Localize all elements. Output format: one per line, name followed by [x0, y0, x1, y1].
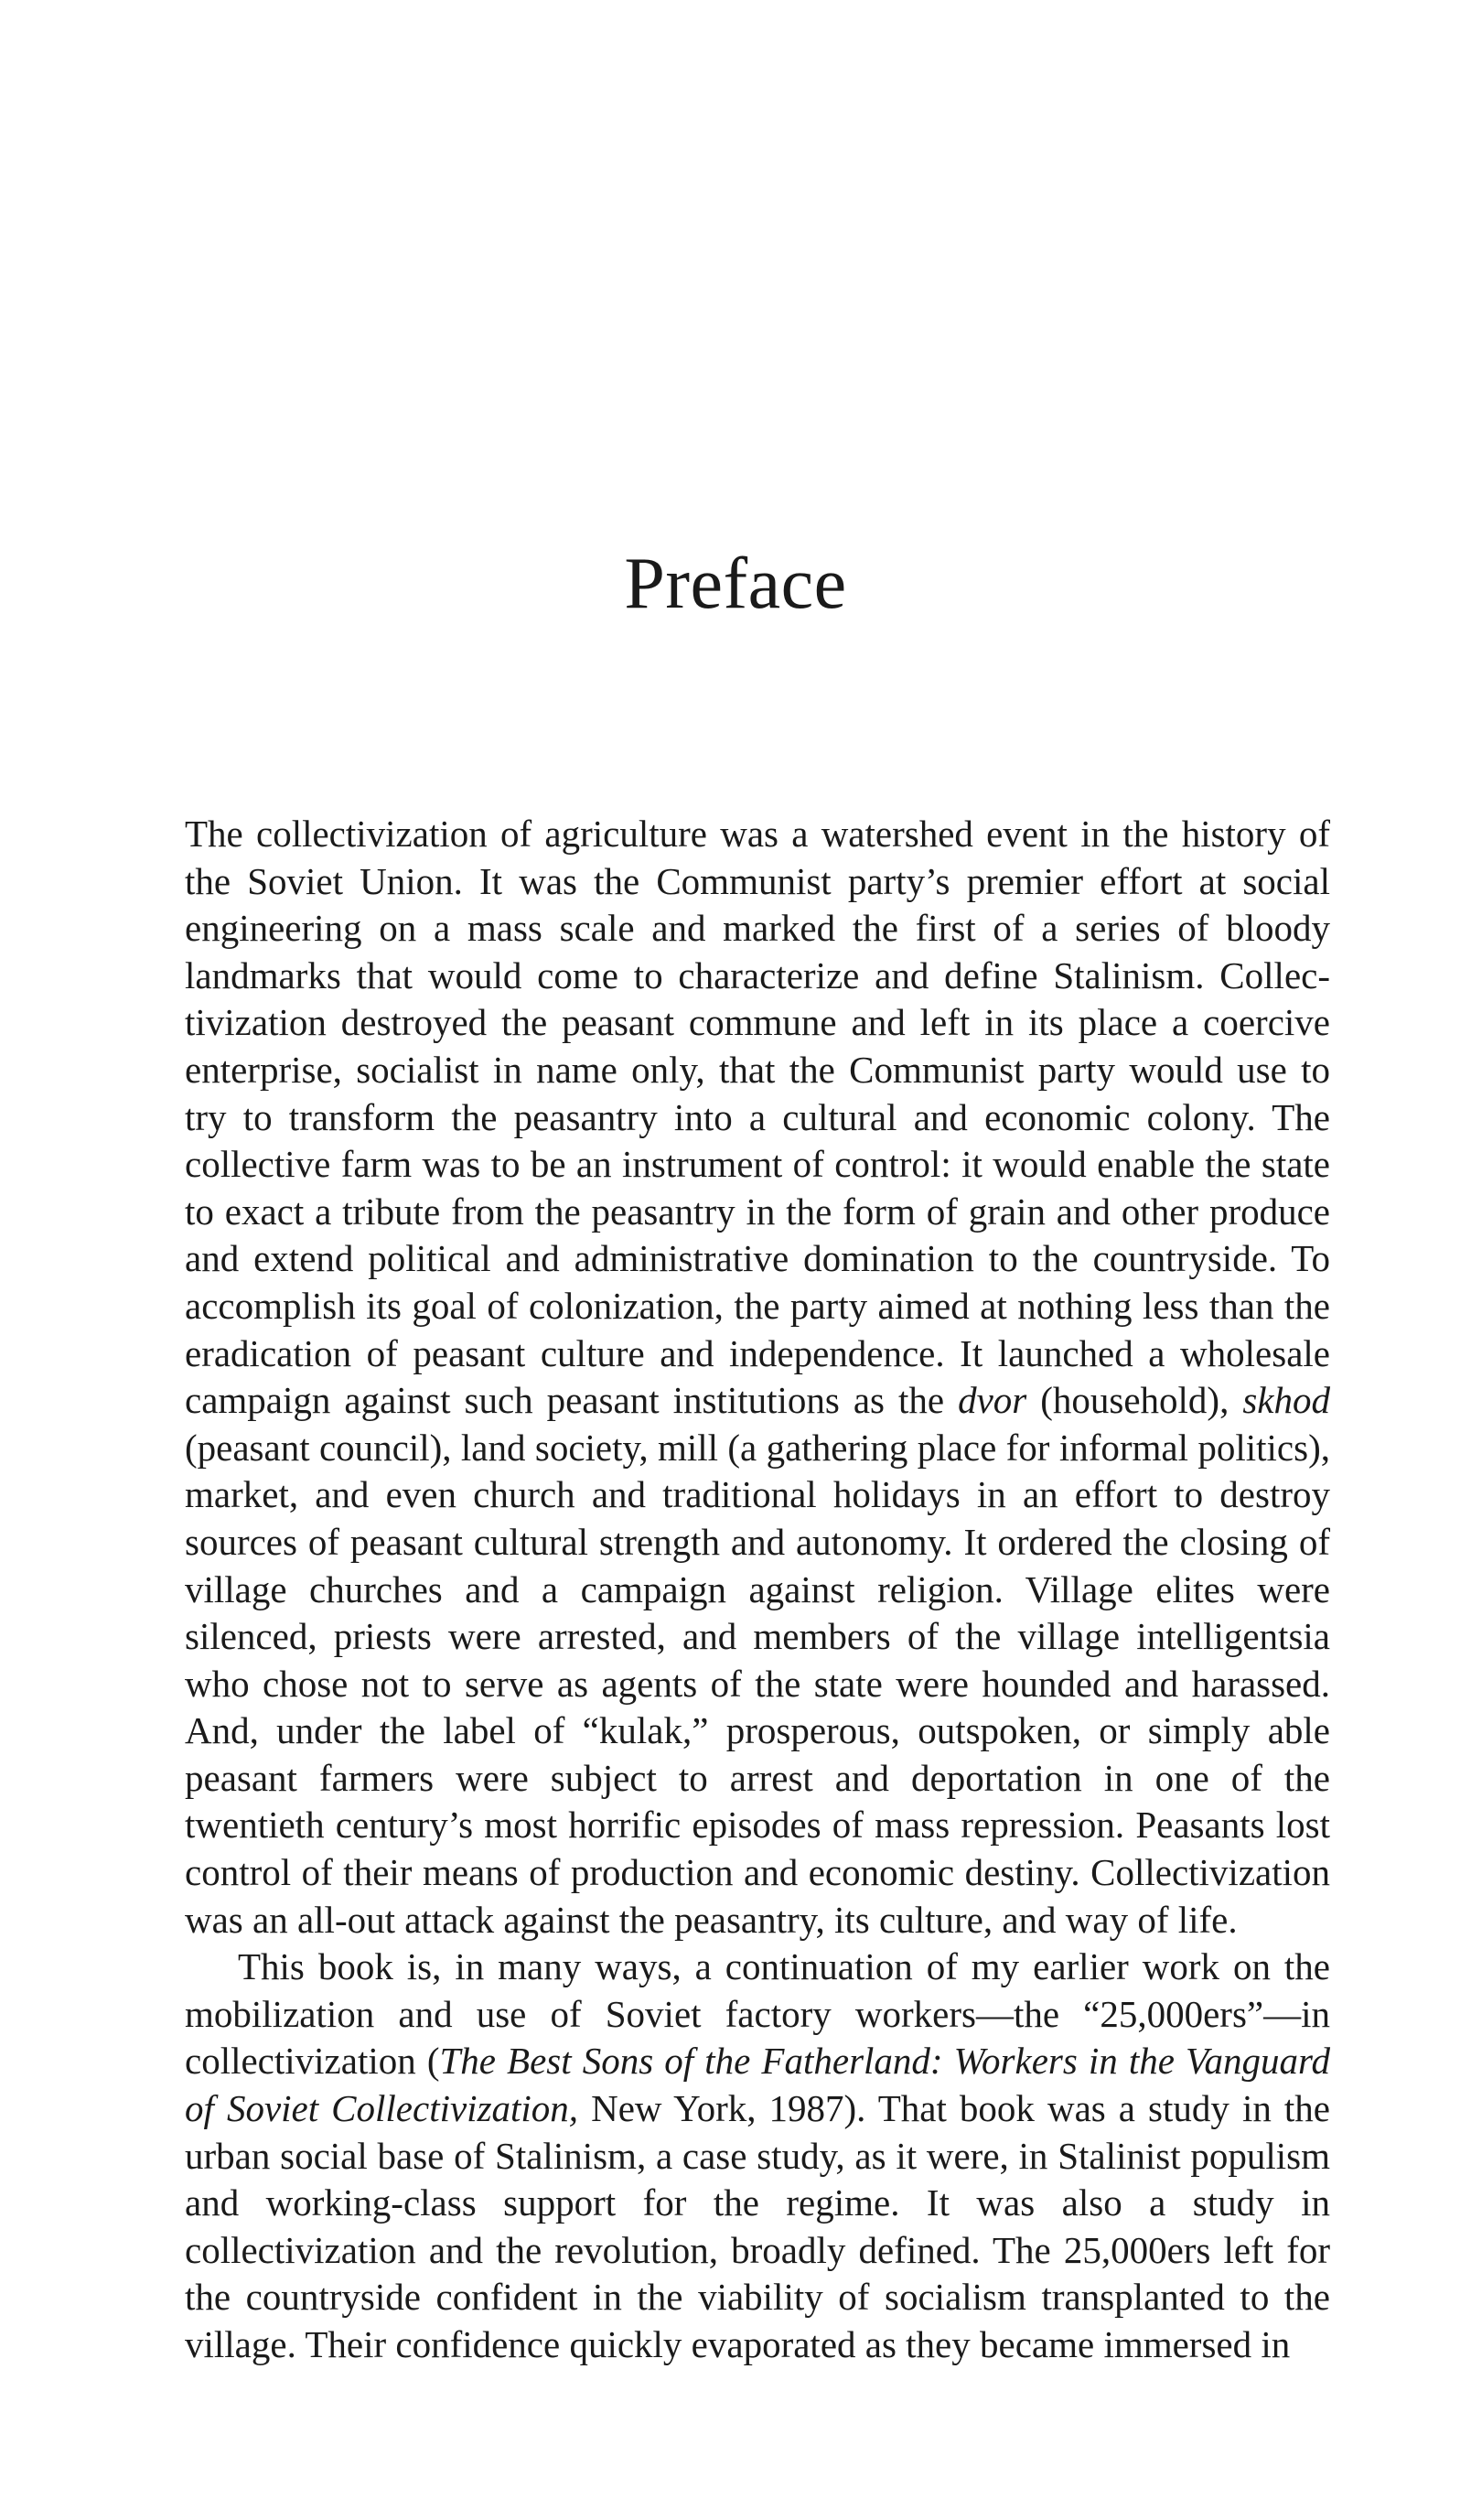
paragraph-1-text-c: (peasant council), land society, mill (a gathering place for informal politics), market, and even church and traditional holidays in an effort to destroy sources of peasant cultural strength and autonomy. It ordered the closing of village churches and a campaign against religion. Village elites were silenced, priests were arrested, and members of the village intelligentsia who chose not to serve as agents of the state were hounded and harassed. And, under the label of “kulak,” prosperous, outspoken, or simply able peasant farmers were subject to arrest and deportation in one of the twentieth century’s most horrific episodes of mass repression. Peasants lost control of their means of production and economic destiny. Collectivization was an all-out attack against the peasantry, its culture, and way of life.	[185, 1426, 1330, 1941]
paragraph-1	[185, 811, 1330, 1944]
term-skhod: skhod	[1242, 1379, 1330, 1422]
body-text	[185, 811, 1330, 2369]
book-title-citation: The Best Sons of the Fatherland: Workers in the Vanguard of Soviet Collectivization,	[185, 2040, 1330, 2130]
page-title: Preface	[624, 544, 847, 624]
paragraph-2-text-a: This book is, in many ways, a continuation of my earlier work on the mobilization and use of Soviet factory workers—the “25,000ers”—in collectivization (	[185, 1945, 1330, 2083]
paragraph-2-text-b: New York, 1987). That book was a study in the urban social base of Stalinism, a case study, as it were, in Stalinist populism and working-class support for the regime. It was also a study in collectivization and the revolution, broadly defined. The 25,000ers left for the countryside confident in the viability of socialism transplanted to the village. Their confidence quickly evaporated as they became immersed in	[185, 2087, 1330, 2365]
paragraph-1-text-b: (household),	[1026, 1379, 1243, 1422]
paragraph-1-text-a: The collectivization of agriculture was a watershed event in the history of the Soviet Union. It was the Communist party’s premier effort at social engineering on a mass scale and marked the first of a series of bloody landmarks that would come to characterize and define Stalinism. Collectivization destroyed the peasant commune and left in its place a coercive enterprise, socialist in name only, that the Communist party would use to try to transform the peasantry into a cultural and economic colony. The collective farm was to be an instrument of control: it would enable the state to exact a tribute from the peasantry in the form of grain and other produce and extend political and administrative domination to the countryside. To accomplish its goal of colonization, the party aimed at nothing less than the eradication of peasant culture and independence. It launched a wholesale campaign against such peasant institutions as the	[185, 813, 1330, 1422]
paragraph-2	[185, 1944, 1330, 2368]
term-dvor: dvor	[958, 1379, 1027, 1422]
